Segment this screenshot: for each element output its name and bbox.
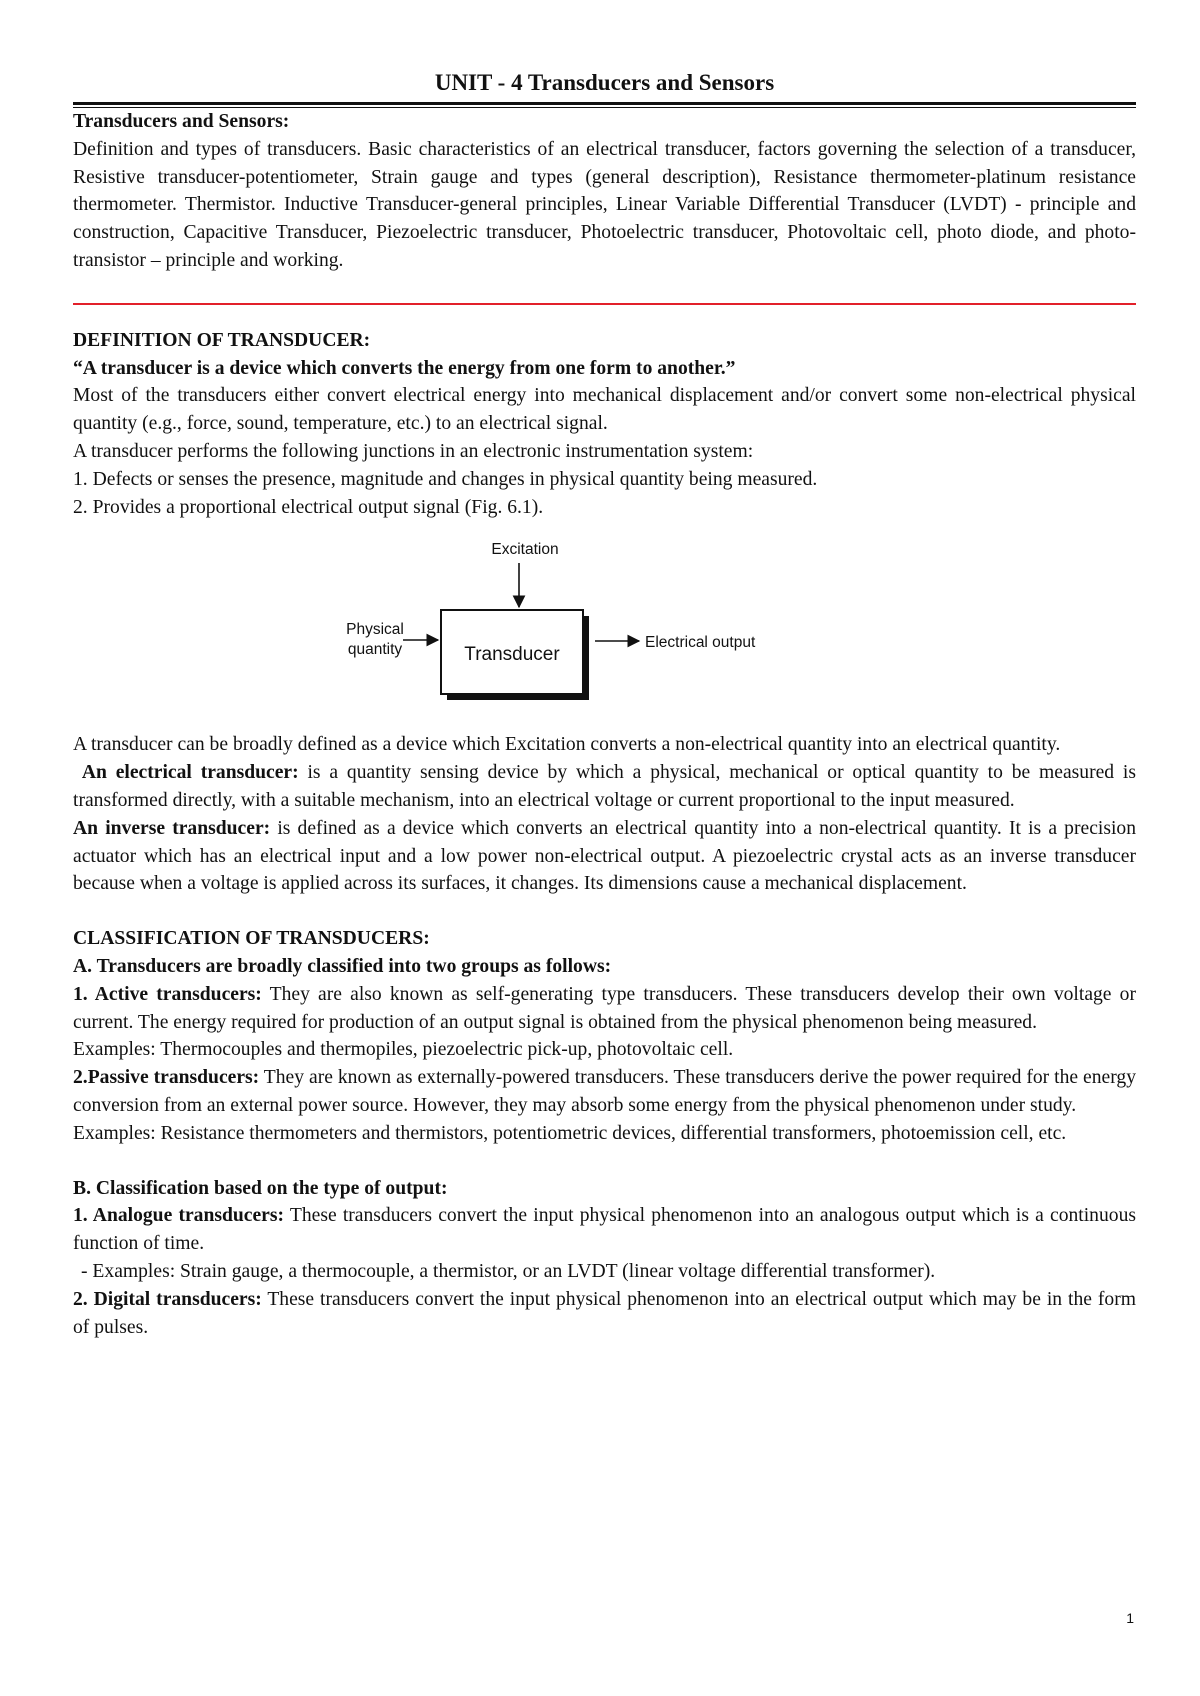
document-page — [73, 68, 1136, 1341]
page-number: 1 — [1126, 1610, 1134, 1626]
classification-b-heading: B. Classification based on the type of output: — [73, 1177, 448, 1199]
electrical-transducer-term: An electrical transducer: — [81, 762, 299, 784]
passive-examples: Examples: Resistance thermometers and thermistors, potentiometric devices, differential transformers, photoemission cell, etc. — [73, 1122, 1067, 1144]
definition-paragraph-2: A transducer performs the following junctions in an electronic instrumentation system: — [73, 440, 754, 462]
diagram-svg — [73, 521, 1136, 731]
passive-transducers-text: They are known as externally-powered transducers. These transducers derive the power required for the energy conversion from an external power source. However, they may absorb some energy from the physical phenomenon under study. — [73, 1067, 1136, 1116]
transducer-block-diagram — [73, 521, 1136, 731]
active-transducers-term: 1. Active transducers: — [73, 983, 262, 1005]
spacer — [73, 898, 1136, 925]
active-examples: Examples: Thermocouples and thermopiles, piezoelectric pick-up, photovoltaic cell. — [73, 1039, 734, 1061]
excitation-label: Excitation — [491, 541, 559, 559]
digital-transducers-text: These transducers convert the input physical phenomenon into an electrical output which may be in the form of pulses. — [73, 1288, 1136, 1338]
inverse-transducer-term: An inverse transducer: — [73, 817, 271, 839]
digital-transducers-paragraph — [73, 1286, 1136, 1342]
inverse-transducer-paragraph — [73, 815, 1136, 898]
syllabus-heading: Transducers and Sensors: — [73, 111, 290, 132]
active-transducers-paragraph — [73, 981, 1136, 1037]
title-rule-thick — [73, 102, 1136, 105]
inverse-transducer-text: is defined as a device which converts an electrical quantity into a non-electrical quantity. It is a precision actuator which has an electrical input and a low power non-electrical output. A piezoelectric crystal acts as an inverse transducer because when a voltage is applied across its surfaces, it changes. Its dimensions cause a mechanical displacement. — [73, 817, 1136, 895]
digital-transducers-term: 2. Digital transducers: — [73, 1288, 262, 1310]
electrical-transducer-paragraph — [73, 759, 1136, 815]
analogue-transducers-term: 1. Analogue transducers: — [73, 1205, 285, 1227]
input-label-line-1: Physical — [346, 621, 404, 639]
classification-heading: CLASSIFICATION OF TRANSDUCERS: — [73, 928, 430, 950]
broad-definition: A transducer can be broadly defined as a device which Excitation converts a non-electrical quantity into an electrical quantity. — [73, 734, 1061, 756]
syllabus-text: Definition and types of transducers. Basic characteristics of an electrical transducer, factors governing the selection of a transducer, Resistive transducer-potentiometer, Strain gauge and types (general description), Resistance thermometer-platinum resistance thermometer. Thermistor. Inductive Transducer-general principles, Linear Variable Differential Transducer (LVDT) - principle and construction, Capacitive Transducer, Piezoelectric transducer, Photoelectric transducer, Photovoltaic cell, photo diode, and photo-transistor – principle and working. — [73, 138, 1136, 271]
active-transducers-text: They are also known as self-generating type transducers. These transducers develop their own voltage or current. The energy required for production of an output signal is obtained from the physical phenomenon being measured. — [73, 983, 1136, 1033]
page-title: UNIT - 4 Transducers and Sensors — [434, 70, 775, 95]
definition-heading: DEFINITION OF TRANSDUCER: — [73, 329, 371, 351]
definition-paragraph-1: Most of the transducers either convert electrical energy into mechanical displacement and/or convert some non-electrical physical quantity (e.g., force, sound, temperature, etc.) to an electrical signal. — [73, 385, 1136, 435]
analogue-examples: - Examples: Strain gauge, a thermocouple, a thermistor, or an LVDT (linear voltage differential transformer). — [81, 1260, 936, 1282]
function-item-2: 2. Provides a proportional electrical output signal (Fig. 6.1). — [73, 496, 544, 518]
transducer-label: Transducer — [464, 644, 560, 666]
classification-a-heading: A. Transducers are broadly classified into two groups as follows: — [73, 955, 612, 977]
analogue-transducers-paragraph — [73, 1202, 1136, 1258]
electrical-transducer-text: is a quantity sensing device by which a physical, mechanical or optical quantity to be measured is transformed directly, with a suitable mechanism, into an electrical voltage or current proportional to the input measured. — [73, 762, 1136, 811]
definition-quote: “A transducer is a device which converts the energy from one form to another.” — [73, 357, 736, 379]
passive-transducers-paragraph — [73, 1064, 1136, 1120]
analogue-transducers-text: These transducers convert the input physical phenomenon into an analogous output which is a continuous function of time. — [73, 1205, 1136, 1255]
section-divider — [73, 303, 1136, 305]
output-label: Electrical output — [645, 634, 756, 652]
passive-transducers-term: 2.Passive transducers: — [73, 1067, 260, 1089]
spacer — [73, 1148, 1136, 1175]
function-item-1: 1. Defects or senses the presence, magnitude and changes in physical quantity being measured. — [73, 468, 818, 490]
input-label-line-2: quantity — [347, 641, 403, 659]
